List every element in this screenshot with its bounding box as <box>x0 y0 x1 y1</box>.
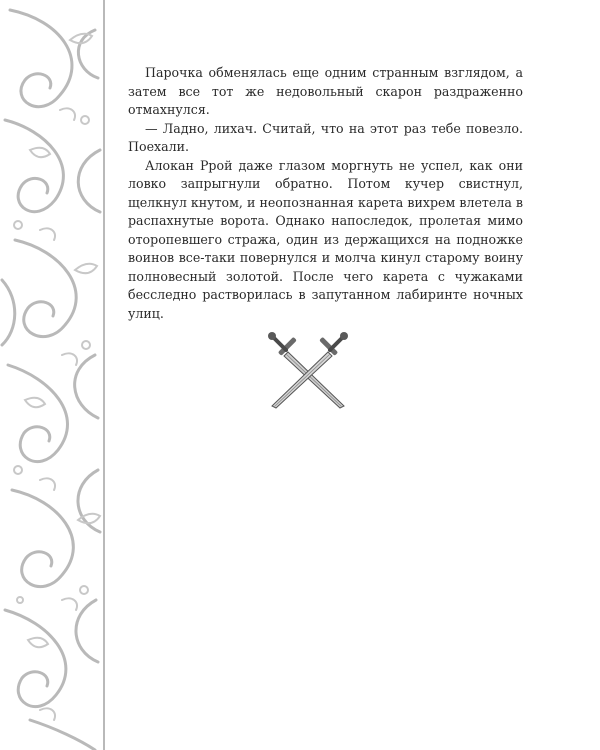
paragraph: Алокан Ррой даже глазом моргнуть не успел, как они ловко запрыгнули обратно. Потом кучер свистнул, щелкнул кнутом, и неопознанная карета вихрем влетела в распахнутые ворота. Однако напоследок, пролетая мимо оторопевшего стража, один из держащихся на подножке воинов все-таки повернулся и молча кинул старому воину полновесный золотой. После чего карета с чужаками бесследно растворилась в запутанном лабиринте ночных улиц. <box>128 157 523 321</box>
crossed-swords-icon <box>266 330 350 412</box>
paragraph: Парочка обменялась еще одним странным взглядом, а затем все тот же недовольный скарон раздраженно отмахнулся. <box>128 65 523 117</box>
paragraph: — Ладно, лихач. Считай, что на этот раз тебе повезло. Поехали. <box>128 120 523 154</box>
body-text <box>128 64 523 323</box>
floral-border-icon <box>0 0 108 750</box>
